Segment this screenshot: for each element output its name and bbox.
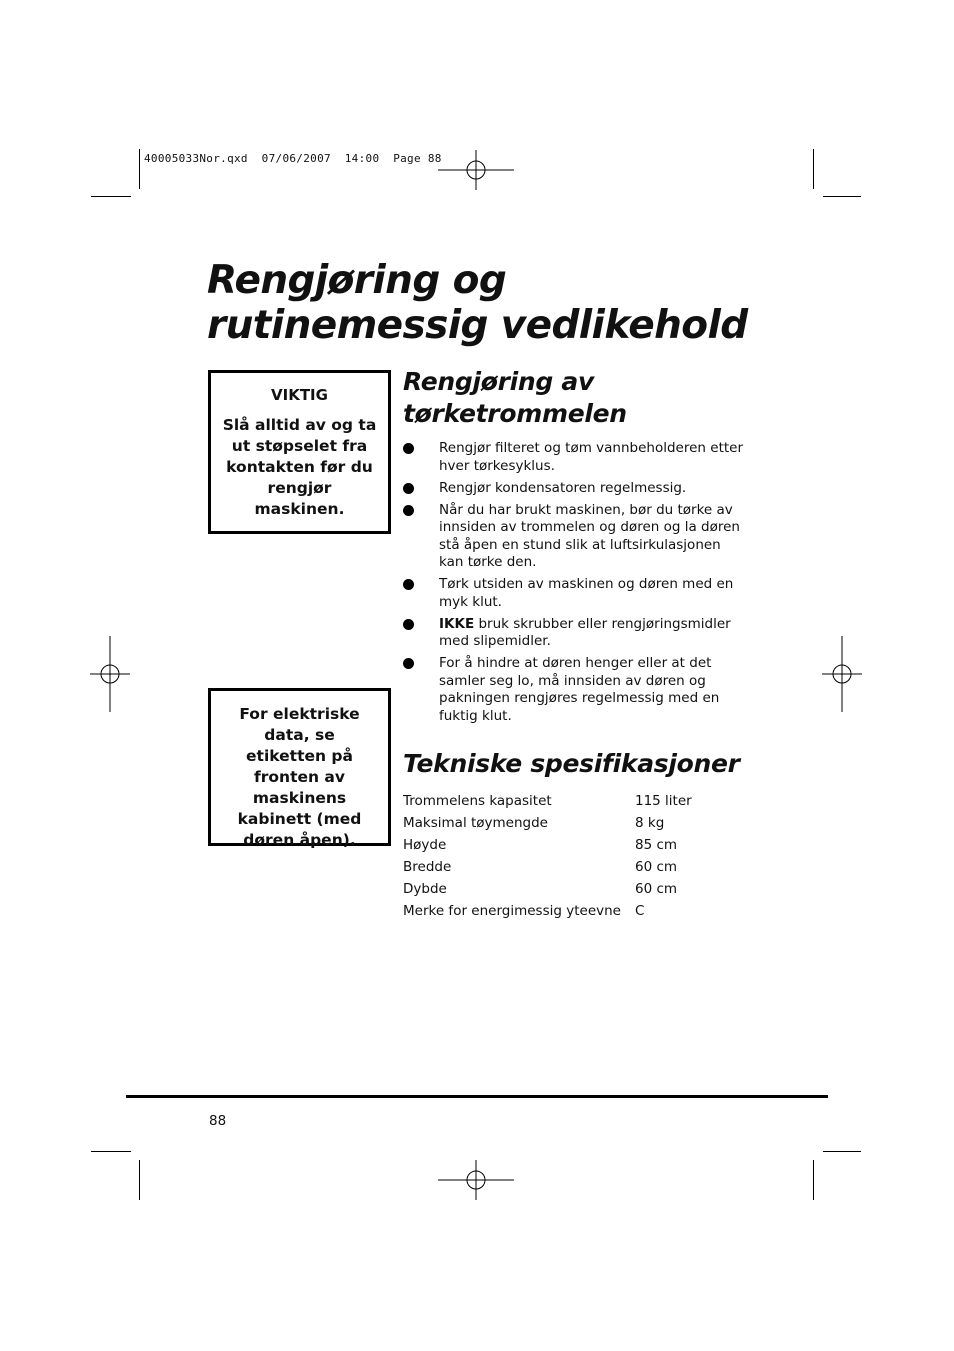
table-row xyxy=(403,812,692,834)
crop-mark xyxy=(823,1151,861,1152)
spec-label: Merke for energimessig yteevne xyxy=(403,903,621,919)
spec-label: Maksimal tøymengde xyxy=(403,815,548,831)
bullet-icon xyxy=(403,579,414,590)
bullet-icon xyxy=(403,658,414,669)
crop-mark xyxy=(139,149,140,189)
spec-value: 85 cm xyxy=(635,837,678,853)
spec-label: Trommelens kapasitet xyxy=(403,793,552,809)
important-label: VIKTIG xyxy=(271,386,328,404)
bullet-icon xyxy=(403,505,414,516)
list-item xyxy=(403,480,748,498)
cleaning-heading-line-2: tørketrommelen xyxy=(403,399,627,428)
spec-value: 60 cm xyxy=(635,859,678,875)
electrical-data-text: For elektriske data, se etiketten på fronten av maskinens kabinett (med døren åpen). xyxy=(237,705,362,849)
spec-label: Bredde xyxy=(403,859,452,875)
list-item-text: For å hindre at døren henger eller at det samler seg lo, må innsiden av døren og pakningen rengjøres regelmessig med en fuktig klut. xyxy=(439,655,720,724)
electrical-data-box xyxy=(208,688,391,849)
list-item xyxy=(403,616,748,651)
important-notice-box xyxy=(208,370,391,534)
list-item-text: Tørk utsiden av maskinen og døren med en myk klut. xyxy=(439,576,734,610)
table-row xyxy=(403,790,692,812)
crop-mark xyxy=(813,1160,814,1200)
list-item-text: Rengjør kondensatoren regelmessig. xyxy=(439,479,687,496)
table-row xyxy=(403,856,692,878)
specs-heading: Tekniske spesifikasjoner xyxy=(403,749,740,778)
spec-value: 115 liter xyxy=(635,793,692,809)
registration-mark-icon xyxy=(438,1142,514,1218)
list-item-text: bruk skrubber eller rengjøringsmidler med slipemidler. xyxy=(439,615,731,649)
cleaning-heading-line-1: Rengjøring av xyxy=(403,367,594,396)
crop-mark xyxy=(91,196,131,197)
table-row xyxy=(403,834,692,856)
printer-slug: 40005033Nor.qxd 07/06/2007 14:00 Page 88 xyxy=(144,152,442,165)
registration-mark-icon xyxy=(804,636,880,712)
spec-value: 60 cm xyxy=(635,881,678,897)
table-row xyxy=(403,900,692,922)
cleaning-list xyxy=(403,440,748,730)
page-number: 88 xyxy=(209,1113,227,1129)
registration-mark-icon xyxy=(438,132,514,208)
list-item xyxy=(403,655,748,725)
spec-value: 8 kg xyxy=(635,815,665,831)
table-row xyxy=(403,878,692,900)
warning-emphasis: IKKE xyxy=(439,615,475,632)
important-text: Slå alltid av og ta ut støpselet fra kontakten før du rengjør maskinen. xyxy=(222,416,377,518)
footer-rule xyxy=(126,1095,828,1098)
crop-mark xyxy=(813,149,814,189)
list-item xyxy=(403,576,748,611)
spec-label: Dybde xyxy=(403,881,447,897)
crop-mark xyxy=(823,196,861,197)
list-item-text: Når du har brukt maskinen, bør du tørke av innsiden av trommelen og døren og la døren stå åpen en stund slik at luftsirkulasjonen kan tørke den. xyxy=(439,501,740,570)
spec-value: C xyxy=(635,903,645,919)
crop-mark xyxy=(139,1160,140,1200)
bullet-icon xyxy=(403,443,414,454)
registration-mark-icon xyxy=(72,636,148,712)
list-item xyxy=(403,502,748,572)
cleaning-heading xyxy=(403,366,627,430)
bullet-icon xyxy=(403,483,414,494)
list-item xyxy=(403,440,748,475)
list-item-text: Rengjør filteret og tøm vannbeholderen etter hver tørkesyklus. xyxy=(439,440,744,474)
crop-mark xyxy=(91,1151,131,1152)
page-title-line-1: Rengjøring og xyxy=(207,258,507,303)
specs-table xyxy=(403,790,692,922)
spec-label: Høyde xyxy=(403,837,447,853)
bullet-icon xyxy=(403,619,414,630)
page-title-line-2: rutinemessig vedlikehold xyxy=(207,303,748,348)
page-title xyxy=(207,258,748,348)
